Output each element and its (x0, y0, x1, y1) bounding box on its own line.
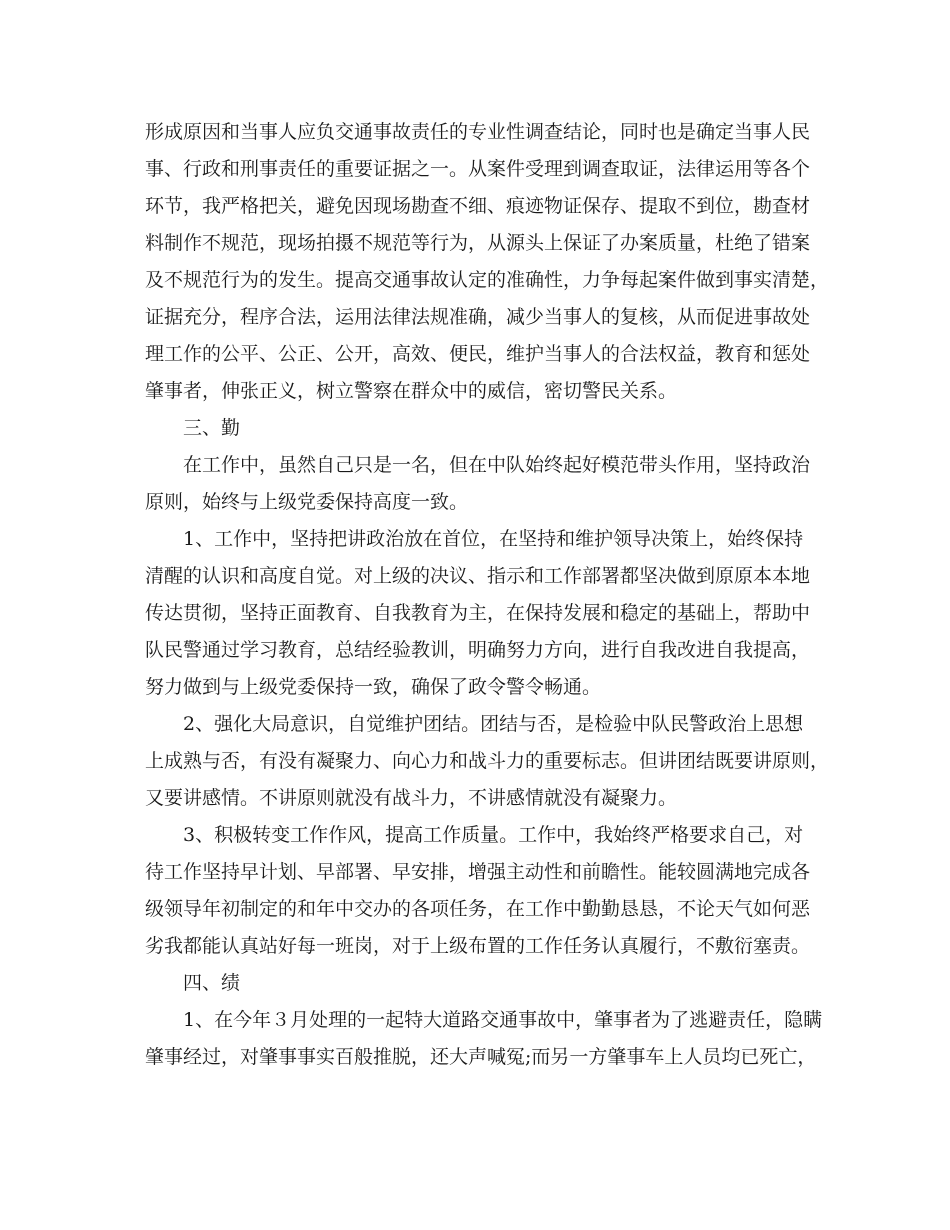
paragraph-line: 上成熟与否，有没有凝聚力、向心力和战斗力的重要标志。但讲团结既要讲原则， (145, 750, 830, 772)
paragraph-line: 劣我都能认真站好每一班岗，对于上级布置的工作任务认真履行，不敷衍塞责。 (145, 935, 811, 957)
paragraph-line: 队民警通过学习教育，总结经验教训，明确努力方向，进行自我改进自我提高， (145, 639, 811, 661)
paragraph-line: 证据充分，程序合法，运用法律法规准确，减少当事人的复核，从而促进事故处 (145, 306, 811, 328)
paragraph-line: 料制作不规范，现场拍摄不规范等行为，从源头上保证了办案质量，杜绝了错案 (145, 232, 811, 254)
section-heading: 四、绩 (183, 972, 241, 994)
paragraph-line: 3、积极转变工作作风，提高工作质量。工作中，我始终严格要求自己，对 (183, 824, 804, 846)
section-heading: 三、勤 (183, 417, 241, 439)
paragraph-line: 待工作坚持早计划、早部署、早安排，增强主动性和前瞻性。能较圆满地完成各 (145, 861, 811, 883)
paragraph-line: 努力做到与上级党委保持一致，确保了政令警令畅通。 (145, 676, 602, 698)
paragraph-line: 形成原因和当事人应负交通事故责任的专业性调查结论，同时也是确定当事人民 (145, 121, 811, 143)
paragraph-line: 又要讲感情。不讲原则就没有战斗力，不讲感情就没有凝聚力。 (145, 787, 678, 809)
paragraph-line: 原则，始终与上级党委保持高度一致。 (145, 491, 469, 513)
paragraph-line: 1、工作中，坚持把讲政治放在首位，在坚持和维护领导决策上，始终保持 (183, 528, 804, 550)
paragraph-line: 在工作中，虽然自己只是一名，但在中队始终起好模范带头作用，坚持政治 (183, 454, 811, 476)
paragraph-line: 1、在今年３月处理的一起特大道路交通事故中，肇事者为了逃避责任，隐瞒 (183, 1009, 823, 1031)
paragraph-line: 传达贯彻，坚持正面教育、自我教育为主，在保持发展和稳定的基础上，帮助中 (145, 602, 811, 624)
paragraph-line: 环节，我严格把关，避免因现场勘查不细、痕迹物证保存、提取不到位，勘查材 (145, 195, 811, 217)
paragraph-line: 2、强化大局意识，自觉维护团结。团结与否，是检验中队民警政治上思想 (183, 713, 804, 735)
paragraph-line: 肇事者，伸张正义，树立警察在群众中的威信，密切警民关系。 (145, 380, 678, 402)
paragraph-line: 事、行政和刑事责任的重要证据之一。从案件受理到调查取证，法律运用等各个 (145, 158, 811, 180)
paragraph-line: 理工作的公平、公正、公开，高效、便民，维护当事人的合法权益，教育和惩处 (145, 343, 811, 365)
paragraph-line: 及不规范行为的发生。提高交通事故认定的准确性，力争每起案件做到事实清楚， (145, 269, 830, 291)
paragraph-line: 肇事经过，对肇事事实百般推脱，还大声喊冤;而另一方肇事车上人员均已死亡， (145, 1046, 817, 1068)
paragraph-line: 级领导年初制定的和年中交办的各项任务，在工作中勤勤恳恳，不论天气如何恶 (145, 898, 811, 920)
paragraph-line: 清醒的认识和高度自觉。对上级的决议、指示和工作部署都坚决做到原原本本地 (145, 565, 811, 587)
